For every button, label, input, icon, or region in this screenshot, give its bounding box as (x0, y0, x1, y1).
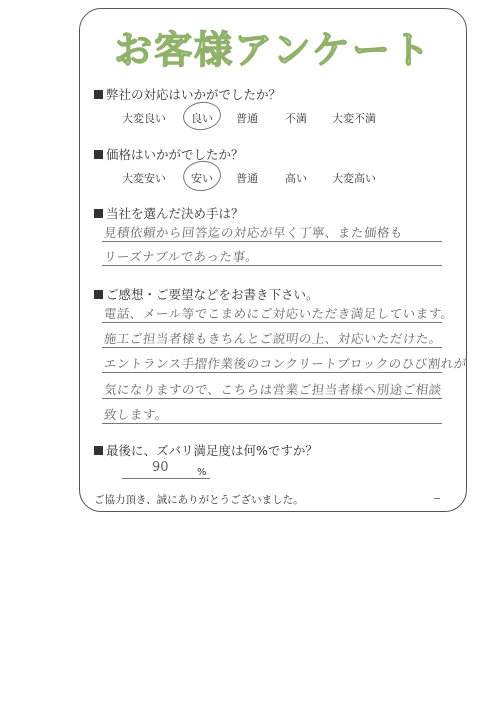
selected-circle-service (181, 99, 223, 132)
option-very-cheap[interactable]: 大変安い (122, 172, 166, 185)
question-feedback: ご感想・ご要望などをお書き下さい。 (94, 285, 319, 303)
corner-dash (434, 498, 440, 499)
square-bullet-icon (94, 90, 103, 99)
score-line (122, 478, 210, 479)
square-bullet-icon (94, 290, 103, 299)
option-good[interactable]: 良い (191, 112, 213, 125)
answer-line: 気になりますので、こちらは営業ご担当者様へ別途ご相談 (103, 382, 443, 397)
option-very-good[interactable]: 大変良い (122, 112, 166, 125)
answer-line: リーズナブルであった事。 (103, 249, 260, 264)
option-normal[interactable]: 普通 (236, 112, 258, 125)
option-dissatisfied[interactable]: 不満 (285, 112, 307, 125)
selected-circle-price (181, 159, 223, 194)
question-service: 弊社の対応はいかがでしたか？ (94, 85, 281, 103)
question-price: 価格はいかがでしたか？ (94, 145, 244, 163)
answer-line: エントランス手摺作業後のコンクリートブロックのひび割れが (103, 356, 468, 371)
satisfaction-score: 90 (152, 460, 169, 475)
answer-rule (102, 265, 442, 266)
square-bullet-icon (94, 150, 103, 159)
answer-line: 見積依頼から回答迄の対応が早く丁寧、また価格も (103, 225, 404, 240)
square-bullet-icon (94, 209, 103, 218)
option-very-dissatisfied[interactable]: 大変不満 (332, 112, 376, 125)
option-very-expensive[interactable]: 大変高い (332, 172, 376, 185)
square-bullet-icon (94, 446, 103, 455)
question-reason: 当社を選んだ決め手は？ (94, 204, 244, 222)
answer-rule (102, 398, 442, 399)
thank-you-note: ご協力頂き、誠にありがとうございました。 (94, 494, 304, 506)
option-expensive[interactable]: 高い (285, 172, 307, 185)
answer-rule (102, 322, 442, 323)
survey-card (79, 8, 467, 512)
answer-line: 致します。 (103, 407, 169, 422)
question-satisfaction: 最後に、ズバリ満足度は何%ですか？ (94, 441, 318, 459)
answer-rule (102, 423, 442, 424)
answer-line: 電話、メール等でこまめにご対応いただき満足しています。 (103, 306, 455, 321)
answer-line: 施工ご担当者様もきちんとご説明の上、対応いただけた。 (103, 331, 443, 346)
option-cheap[interactable]: 安い (191, 172, 213, 185)
survey-title: お客様アンケート (114, 28, 432, 72)
answer-rule (102, 347, 442, 348)
answer-rule (102, 241, 442, 242)
percent-unit: % (197, 467, 207, 478)
answer-rule (102, 372, 442, 373)
option-normal-price[interactable]: 普通 (236, 172, 258, 185)
